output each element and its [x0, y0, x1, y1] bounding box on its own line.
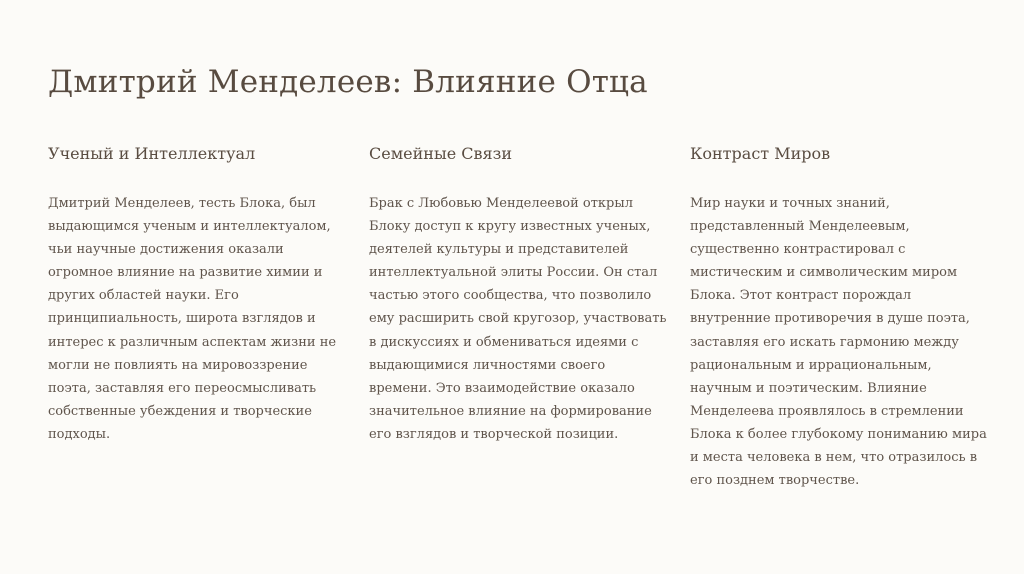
body-text-line: рациональным и иррациональным,	[690, 357, 932, 373]
body-text-line: времени. Это взаимодействие оказало	[369, 380, 635, 396]
body-text-line: деятелей культуры и представителей	[369, 242, 629, 258]
body-text-line: ему расширить свой кругозор, участвовать	[369, 311, 667, 327]
body-text-line: подходы.	[48, 426, 111, 442]
body-text-line: и места человека в нем, что отразилось в	[690, 450, 978, 466]
column-worlds-contrast	[690, 143, 987, 492]
body-text-line: мистическим и символическим миром	[690, 265, 958, 281]
slide-title: Дмитрий Менделеев: Влияние Отца	[48, 64, 648, 100]
column-scientist	[48, 143, 338, 446]
column-body	[369, 192, 667, 446]
body-text-line: принципиальность, широта взглядов и	[48, 311, 316, 327]
column-heading: Семейные Связи	[369, 144, 512, 163]
body-text-line: огромное влияние на развитие химии и	[48, 265, 323, 281]
column-body	[690, 192, 987, 492]
body-text-line: поэта, заставляя его переосмысливать	[48, 380, 317, 396]
body-text-line: значительное влияние на формирование	[369, 403, 652, 419]
body-text-line: Брак с Любовью Менделеевой открыл	[369, 196, 633, 211]
body-text-line: его взглядов и творческой позиции.	[369, 426, 619, 442]
body-text-line: Блока к более глубокому пониманию мира	[690, 426, 987, 442]
body-text-line: собственные убеждения и творческие	[48, 403, 312, 419]
body-text-line: Блоку доступ к кругу известных ученых,	[369, 219, 651, 235]
body-text-line: могли не повлиять на мировоззрение	[48, 357, 308, 373]
column-body	[48, 192, 338, 446]
body-text-line: интеллектуальной элиты России. Он стал	[369, 265, 658, 281]
column-heading: Контраст Миров	[690, 144, 831, 163]
body-text-line: существенно контрастировал с	[690, 242, 906, 258]
body-text-line: частью этого сообщества, что позволило	[369, 288, 652, 304]
body-text-line: других областей науки. Его	[48, 288, 239, 304]
body-text-line: его позднем творчестве.	[690, 473, 860, 489]
body-text-line: выдающимся ученым и интеллектуалом,	[48, 219, 331, 235]
body-text-line: выдающимися личностями своего	[369, 357, 606, 373]
column-family-ties	[369, 143, 667, 446]
body-text-line: интерес к различным аспектам жизни не	[48, 334, 337, 350]
body-text-line: Дмитрий Менделеев, тесть Блока, был	[48, 196, 316, 211]
body-text-line: Мир науки и точных знаний,	[690, 196, 890, 211]
column-heading: Ученый и Интеллектуал	[48, 144, 256, 163]
body-text-line: заставляя его искать гармонию между	[690, 334, 959, 350]
body-text-line: Менделеева проявлялось в стремлении	[690, 403, 964, 419]
body-text-line: представленный Менделеевым,	[690, 219, 910, 235]
body-text-line: внутренние противоречия в душе поэта,	[690, 311, 970, 327]
body-text-line: научным и поэтическим. Влияние	[690, 380, 927, 396]
body-text-line: чьи научные достижения оказали	[48, 242, 284, 258]
body-text-line: Блока. Этот контраст порождал	[690, 288, 912, 304]
body-text-line: в дискуссиях и обмениваться идеями с	[369, 334, 639, 350]
